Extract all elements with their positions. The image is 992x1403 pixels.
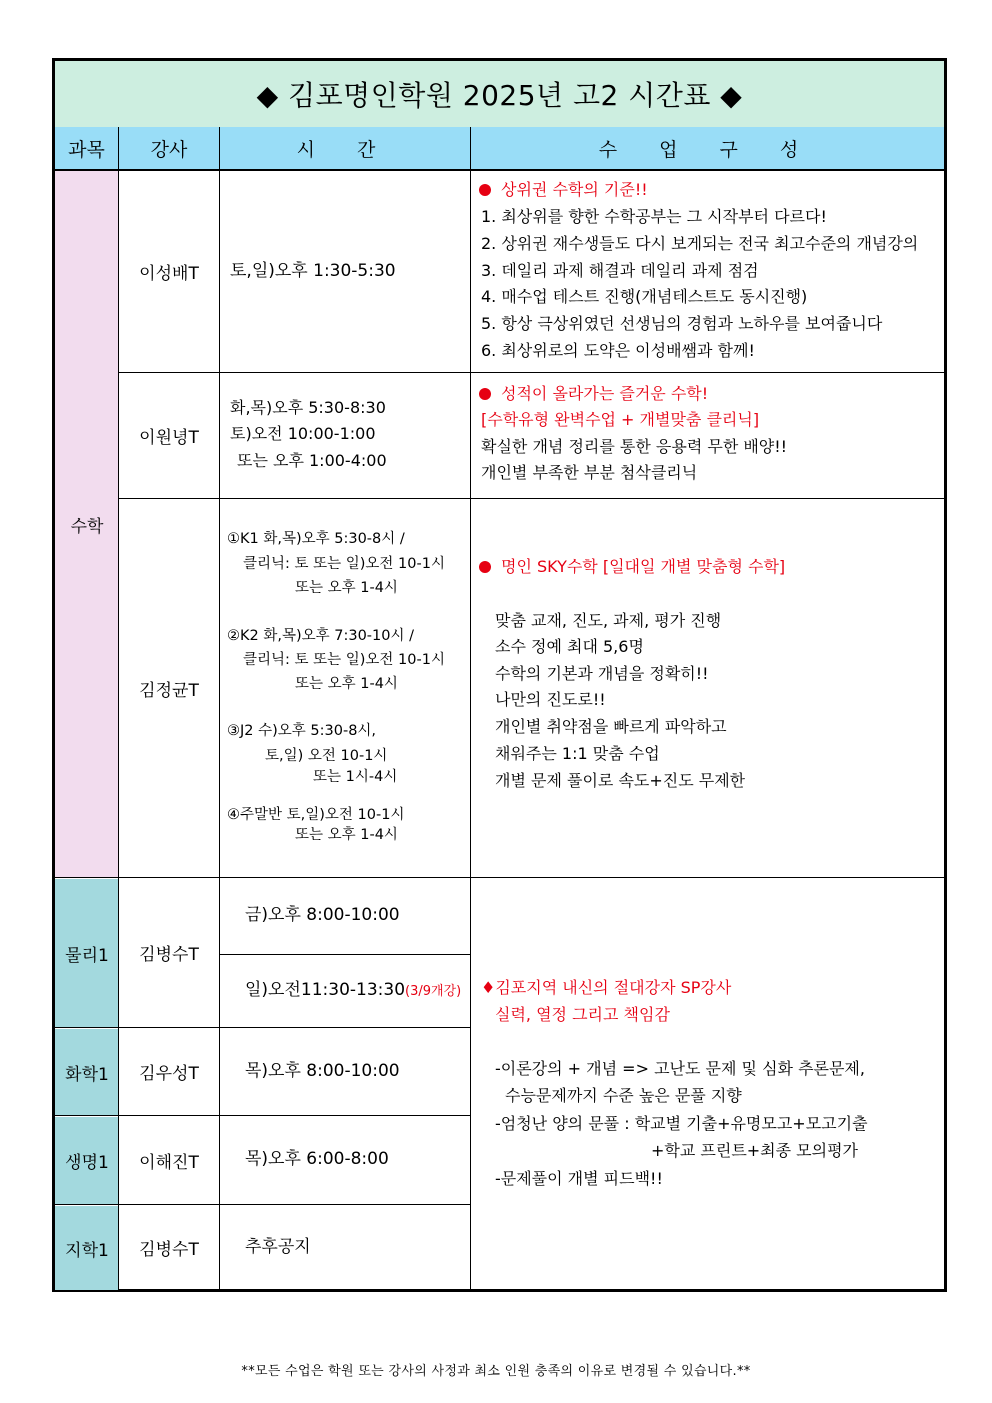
header-teacher: 강사	[119, 127, 220, 169]
class-time: ④주말반 토,일)오전 10-1시	[227, 807, 405, 823]
content-line: 2. 상위권 재수생들도 다시 보게되는 전국 최고수준의 개념강의	[481, 234, 919, 253]
content-line: 맞춤 교재, 진도, 과제, 평가 진행	[495, 611, 722, 630]
class-time: 금)오후 8:00-10:00	[245, 905, 400, 925]
subject-earth-science: 지학1	[55, 1206, 119, 1290]
teacher-name: 김병수T	[139, 1240, 199, 1260]
content-line: 채워주는 1:1 맞춤 수업	[495, 744, 660, 763]
content-heading: 명인 SKY수학 [일대일 개별 맞춤형 수학]	[479, 554, 785, 581]
content-line: 소수 정예 최대 5,6명	[495, 637, 644, 656]
divider	[55, 1204, 470, 1205]
content-line: 개별 문제 풀이로 속도+진도 무제한	[495, 771, 746, 790]
content-line: 3. 데일리 과제 해결과 데일리 과제 점검	[481, 261, 759, 280]
class-time: ①K1 화,목)오후 5:30-8시 /	[227, 531, 405, 547]
content-line: -엄청난 양의 문풀 : 학교별 기출+유명모고+모고기출	[495, 1114, 868, 1133]
bullet-icon	[479, 184, 491, 196]
class-time: 토,일)오후 1:30-5:30	[230, 261, 396, 281]
content-line: 수학의 기본과 개념을 정확히!!	[495, 664, 709, 683]
teacher-name: 김정균T	[139, 680, 199, 701]
class-time: 화,목)오후 5:30-8:30	[230, 398, 386, 417]
header-time: 시 간	[220, 127, 471, 169]
content-line: 1. 최상위를 향한 수학공부는 그 시작부터 다르다!	[481, 207, 827, 226]
content-line: 나만의 진도로!!	[495, 690, 606, 709]
class-time: 클리닉: 토 또는 일)오전 10-1시	[243, 652, 445, 668]
subject-biology: 생명1	[55, 1117, 119, 1204]
content-heading: 성적이 올라가는 즐거운 수학!	[479, 381, 708, 408]
content-heading: ♦김포지역 내신의 절대강자 SP강사	[481, 978, 732, 997]
subject-math: 수학	[55, 171, 119, 877]
class-time: 또는 오후 1-4시	[295, 580, 398, 596]
class-time: 추후공지	[245, 1237, 311, 1257]
footer-note: **모든 수업은 학원 또는 강사의 사정과 최소 인원 충족의 이유로 변경될 수 있습니다.**	[241, 1364, 751, 1379]
class-time: 토,일) 오전 10-1시	[265, 748, 388, 764]
class-time: 또는 오후 1-4시	[295, 827, 398, 843]
class-time: 클리닉: 토 또는 일)오전 10-1시	[243, 556, 445, 572]
class-time: ③J2 수)오후 5:30-8시,	[227, 723, 377, 739]
start-date-note: (3/9개강)	[405, 984, 462, 999]
teacher-name: 김병수T	[139, 945, 199, 965]
teacher-name: 이성배T	[139, 264, 199, 284]
divider	[55, 1115, 470, 1116]
content-line: 수능문제까지 수준 높은 문풀 지향	[505, 1086, 742, 1105]
header-content: 수 업 구 성	[598, 138, 817, 161]
content-line: 6. 최상위로의 도약은 이성배쌤과 함께!	[481, 341, 755, 360]
content-heading: 상위권 수학의 기준!!	[479, 177, 648, 204]
class-time: 토)오전 10:00-1:00	[230, 424, 376, 443]
bullet-icon	[479, 388, 491, 400]
class-time: 또는 1시-4시	[313, 769, 398, 785]
content-subheading: 실력, 열정 그리고 책임감	[495, 1005, 670, 1024]
content-line: 4. 매수업 테스트 진행(개념테스트도 동시진행)	[481, 287, 808, 306]
teacher-name: 이해진T	[139, 1152, 199, 1173]
header-subject: 과목	[55, 127, 119, 169]
divider	[470, 171, 471, 1292]
content-line: 확실한 개념 정리를 통한 응용력 무한 배양!!	[481, 437, 788, 456]
class-time: 목)오후 6:00-8:00	[245, 1149, 389, 1169]
subject-chemistry: 화학1	[55, 1029, 119, 1115]
class-time: 일)오전11:30-13:30(3/9개강)	[245, 980, 462, 1000]
page-title: ◆ 김포명인학원 2025년 고2 시간표 ◆	[55, 61, 944, 129]
teacher-name: 이원녕T	[139, 428, 199, 448]
bullet-icon	[479, 561, 491, 573]
content-line: +학교 프린트+최종 모의평가	[651, 1141, 859, 1160]
table-header	[55, 127, 944, 171]
divider	[118, 372, 944, 373]
divider	[219, 954, 470, 955]
class-time: 또는 오후 1-4시	[295, 676, 398, 692]
class-time: 또는 오후 1:00-4:00	[237, 451, 387, 470]
divider	[55, 1027, 470, 1028]
content-line: -문제풀이 개별 피드백!!	[495, 1169, 663, 1188]
class-time: ②K2 화,목)오후 7:30-10시 /	[227, 628, 414, 644]
class-time: 목)오후 8:00-10:00	[245, 1061, 400, 1081]
content-line: 개인별 부족한 부분 첨삭클리닉	[481, 463, 698, 482]
content-subheading: [수학유형 완벽수업 + 개별맞춤 클리닉]	[481, 410, 760, 429]
teacher-name: 김우성T	[139, 1064, 199, 1084]
content-line: 개인별 취약점을 빠르게 파악하고	[495, 717, 727, 736]
content-line: -이론강의 + 개념 => 고난도 문제 및 심화 추론문제,	[495, 1059, 865, 1078]
subject-physics: 물리1	[55, 879, 119, 1027]
content-line: 5. 항상 극상위였던 선생님의 경험과 노하우를 보여줍니다	[481, 314, 883, 333]
divider	[219, 171, 220, 1292]
divider	[118, 498, 944, 499]
timetable	[52, 58, 947, 1292]
